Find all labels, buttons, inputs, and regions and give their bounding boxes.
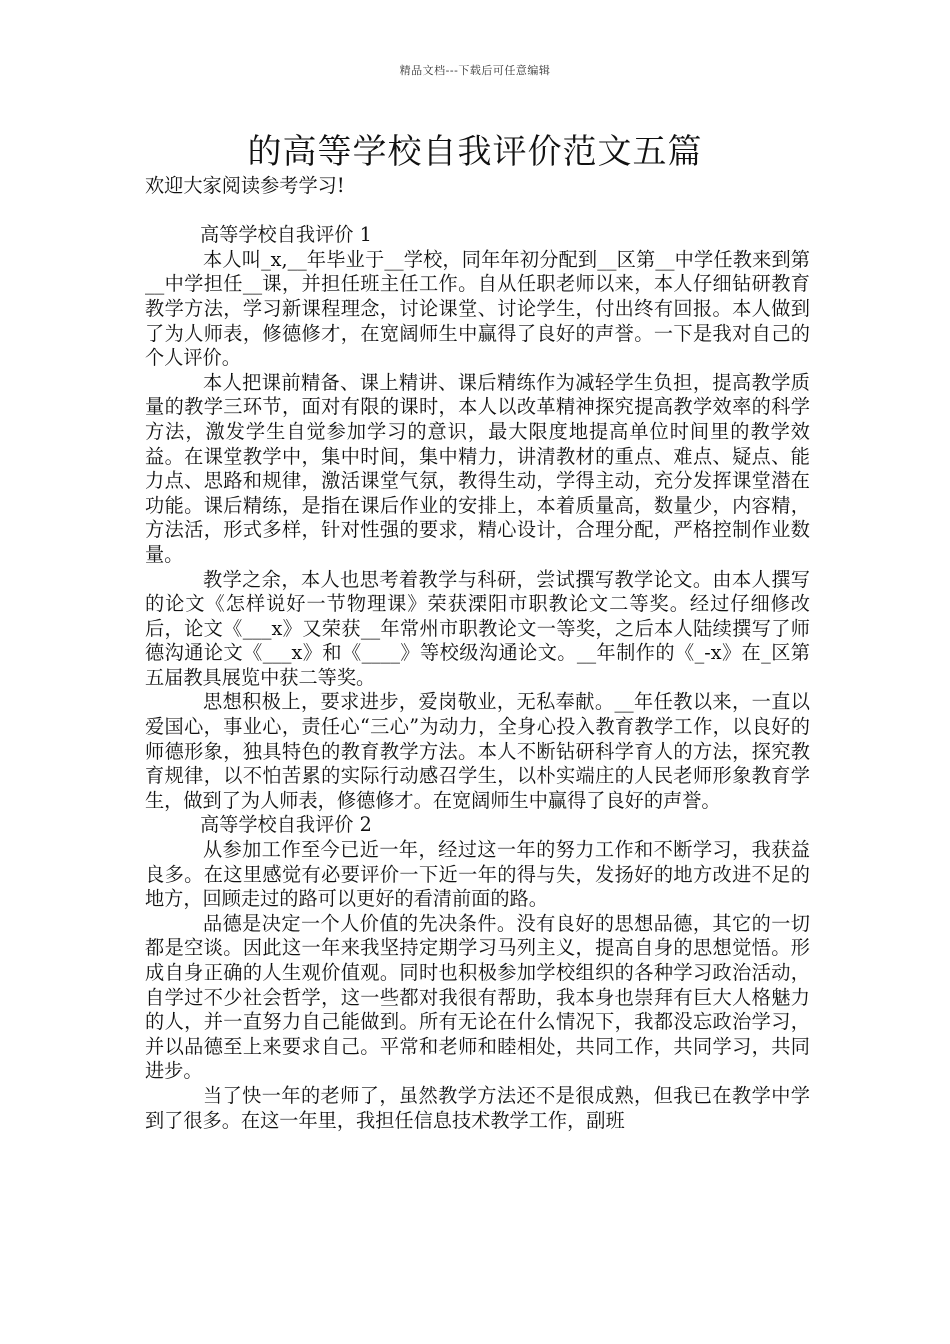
section-2-paragraph: 从参加工作至今已近一年，经过这一年的努力工作和不断学习，我获益良多。在这里感觉有必要评价一下近一年的得与失，发扬好的地方改进不足的地方，回顾走过的路可以更好的看清前面的路。 (145, 838, 810, 911)
section-1-paragraph: 思想积极上，要求进步，爱岗敬业，无私奉献。__年任教以来，一直以爱国心，事业心，责任心“三心”为动力，全身心投入教育教学工作，以良好的师德形象，独具特色的教育教学方法。本人不断钻研科学育人的方法，探究教育规律，以不怕苦累的实际行动感召学生，以朴实端庄的人民老师形象教育学生，做到了为人师表，修德修才。在宽阔师生中赢得了良好的声誉。 (145, 690, 810, 812)
section-1-paragraph: 教学之余，本人也思考着教学与科研，尝试撰写教学论文。由本人撰写的论文《怎样说好一节物理课》荣获溧阳市职教论文二等奖。经过仔细修改后，论文《___x》又荣获__年常州市职教论文一等奖，之后本人陆续撰写了师德沟通论文《___x》和《____》等校级沟通论文。__年制作的《_-x》在_区第五届教具展览中获二等奖。 (145, 567, 810, 689)
document-title: 的高等学校自我评价范文五篇 (247, 132, 703, 172)
section-1-paragraph: 本人叫_x,__年毕业于__学校，同年年初分配到__区第__中学任教来到第__中学担任__课，并担任班主任工作。自从任职老师以来，本人仔细钻研教育教学方法，学习新课程理念，讨论课堂、讨论学生，付出终有回报。本人做到了为人师表，修德修才，在宽阔师生中赢得了良好的声誉。一下是我对自己的个人评价。 (145, 247, 810, 370)
section-heading-1: 高等学校自我评价 1 (200, 223, 372, 247)
section-1-paragraph: 本人把课前精备、课上精讲、课后精练作为减轻学生负担，提高教学质量的教学三环节，面对有限的课时，本人以改革精神探究提高教学效率的科学方法，激发学生自觉参加学习的意识，最大限度地提高单位时间里的教学效益。在课堂教学中，集中时间，集中精力，讲清教材的重点、难点、疑点、能力点、思路和规律，激活课堂气氛，教得生动，学得主动，充分发挥课堂潜在功能。课后精练，是指在课后作业的安排上，本着质量高，数量少，内容精，方法活，形式多样，针对性强的要求，精心设计，合理分配，严格控制作业数量。 (145, 370, 810, 566)
section-heading-2: 高等学校自我评价 2 (200, 813, 372, 837)
intro-line: 欢迎大家阅读参考学习! (145, 174, 345, 197)
section-2-paragraph: 品德是决定一个人价值的先决条件。没有良好的思想品德，其它的一切都是空谈。因此这一年来我坚持定期学习马列主义，提高自身的思想觉悟。形成自身正确的人生观价值观。同时也积极参加学校组织的各种学习政治活动，自学过不少社会哲学，这一些都对我很有帮助，我本身也崇拜有巨大人格魅力的人，并一直努力自己能做到。所有无论在什么情况下，我都没忘政治学习，并以品德至上来要求自己。平常和老师和睦相处，共同工作，共同学习，共同进步。 (145, 911, 810, 1083)
document-body (145, 174, 810, 1133)
section-2-paragraph: 当了快一年的老师了，虽然教学方法还不是很成熟，但我已在教学中学到了很多。在这一年里，我担任信息技术教学工作，副班 (145, 1083, 810, 1132)
header-note: 精品文档---下载后可任意编辑 (399, 64, 551, 77)
